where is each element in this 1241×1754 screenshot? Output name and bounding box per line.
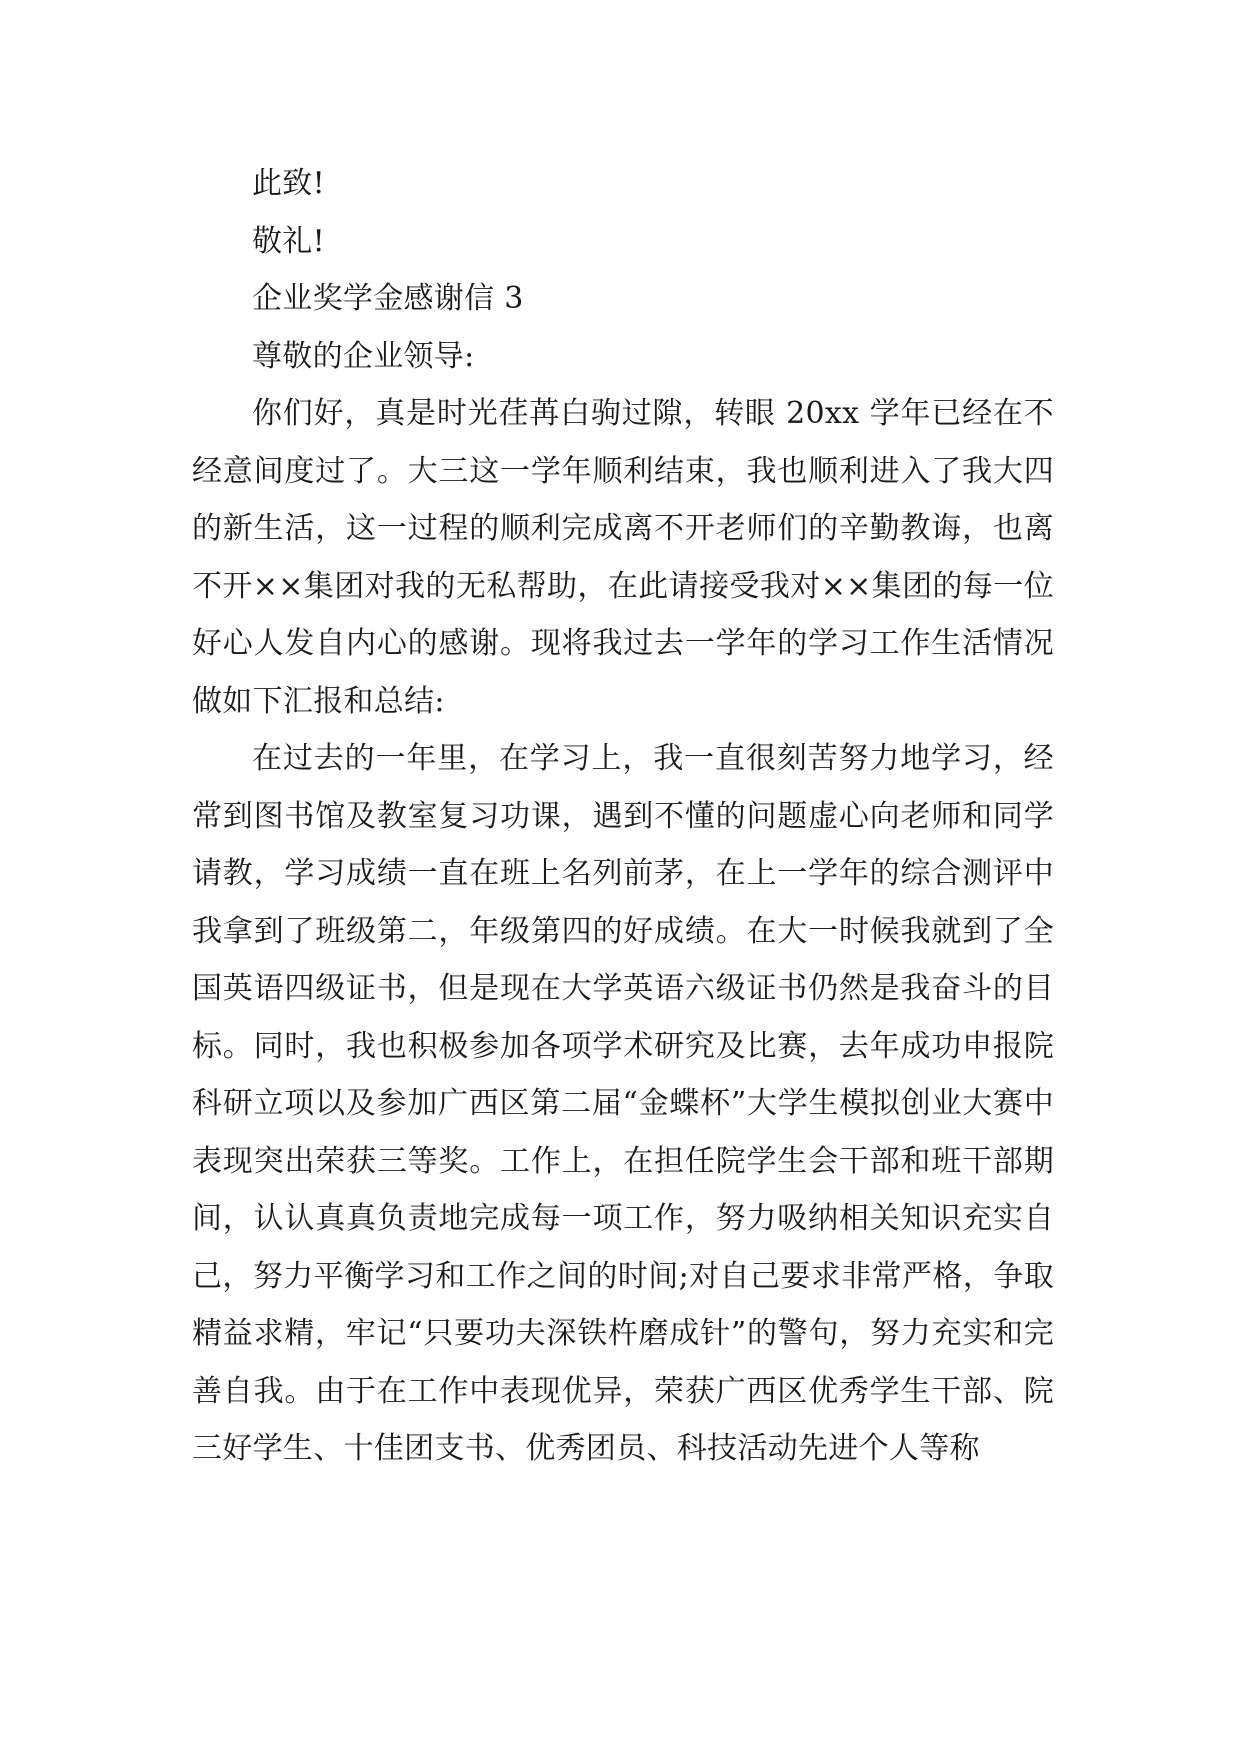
closing-line-1: 此致! (252, 166, 325, 201)
letter-title: 企业奖学金感谢信 3 (252, 281, 524, 316)
letter-salutation: 尊敬的企业领导: (252, 338, 475, 374)
paragraph-2: 在过去的一年里，在学习上，我一直很刻苦努力地学习，经常到图书馆及教室复习功课，遇到不懂的问题虚心向老师和同学请教，学习成绩一直在班上名列前茅，在上一学年的综合测评中我拿到了班级第二，年级第四的好成绩。在大一时候我就到了全国英语四级证书，但是现在大学英语六级证书仍然是我奋斗的目标。同时，我也积极参加各项学术研究及比赛，去年成功申报院科研立项以及参加广西区第二届“金蝶杯”大学生模拟创业大赛中表现突出荣获三等奖。工作上，在担任院学生会干部和班干部期间，认认真真负责地完成每一项工作，努力吸纳相关知识充实自己，努力平衡学习和工作之间的时间;对自己要求非常严格，争取精益求精，牢记“只要功夫深铁杵磨成针”的警句，努力充实和完善自我。由于在工作中表现优异，荣获广西区优秀学生干部、院三好学生、十佳团支书、优秀团员、科技活动先进个人等称 (192, 741, 1054, 1466)
document-body (192, 155, 1054, 1478)
closing-line-2: 敬礼! (252, 223, 325, 259)
paragraph-1: 你们好，真是时光荏苒白驹过隙，转眼 20xx 学年已经在不经意间度过了。大三这一学年顺利结束，我也顺利进入了我大四的新生活，这一过程的顺利完成离不开老师们的辛勤教诲，也离不开××集团对我的无私帮助，在此请接受我对××集团的每一位好心人发自内心的感谢。现将我过去一学年的学习工作生活情况做如下汇报和总结: (192, 396, 1054, 719)
